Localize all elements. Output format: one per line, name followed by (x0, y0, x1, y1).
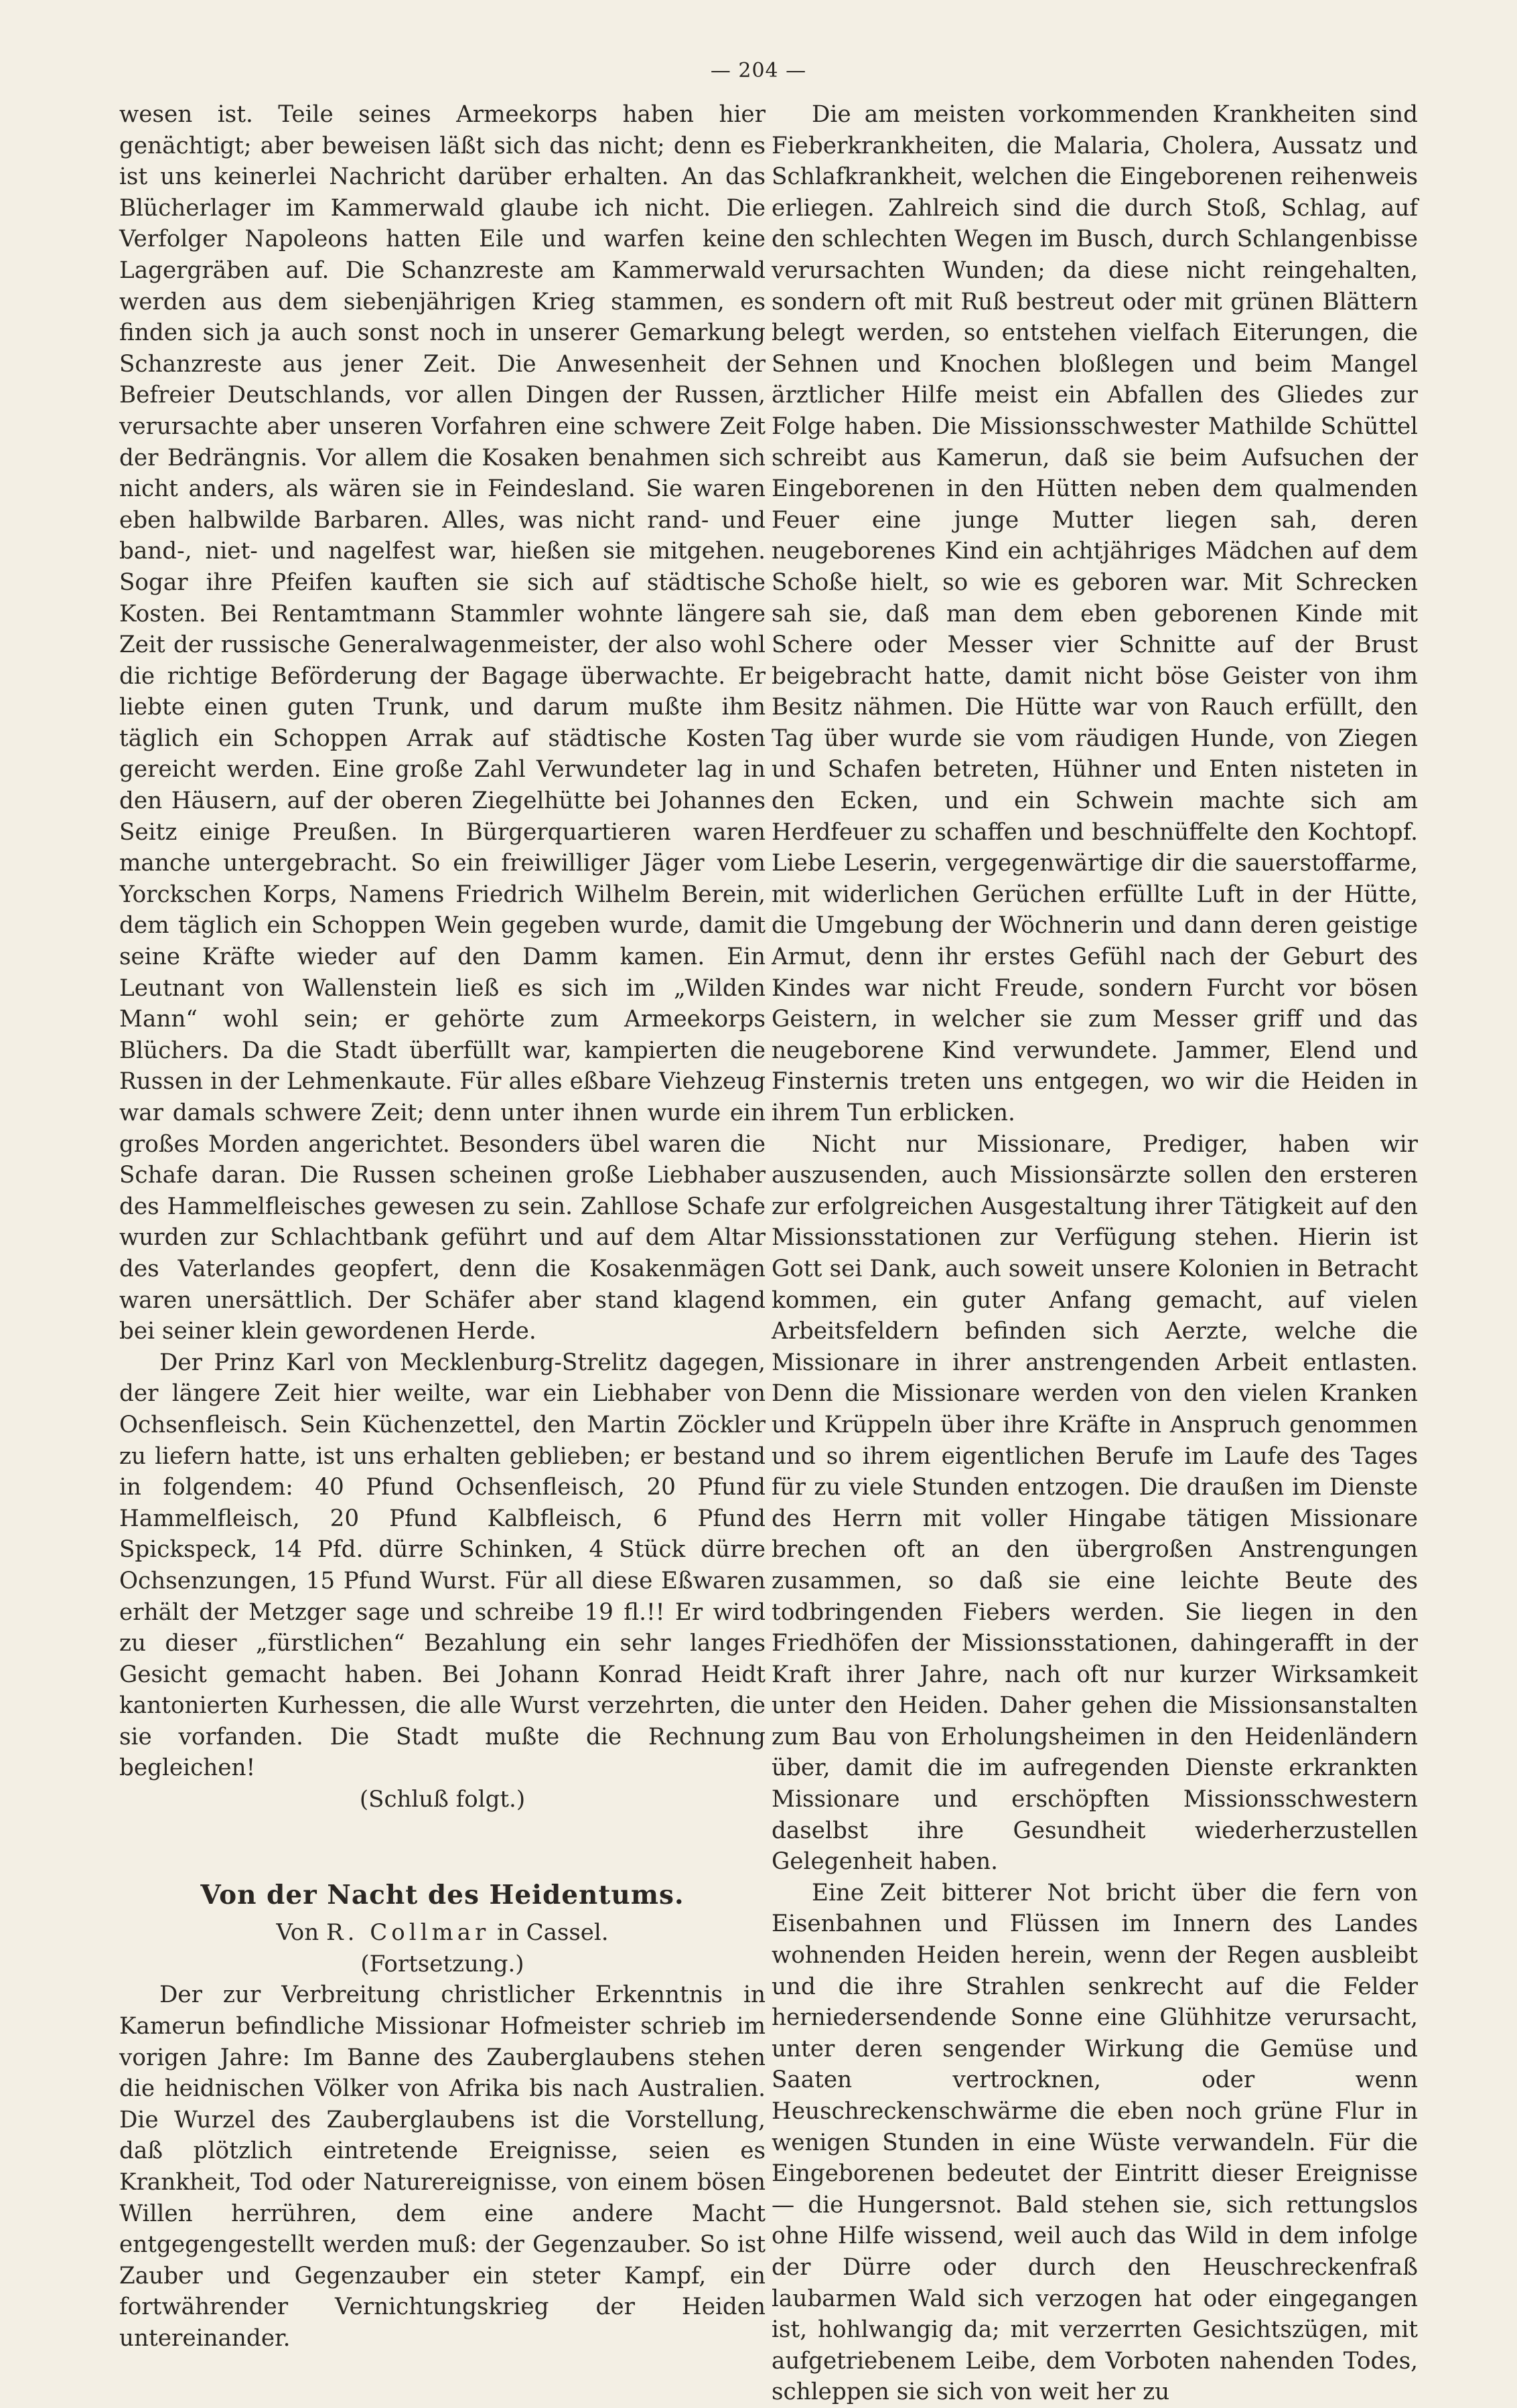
byline-prefix: Von (276, 1919, 319, 1947)
paragraph: Die am meisten vorkommenden Krankheiten sind Fieberkrankheiten, die Malaria, Cholera, Aussatz und Schlafkrankheit, welchen die Eingeborenen reihenweis erliegen. Zahlreich sind die durch Stoß, Schlag, auf den schlechten Wegen im Busch, durch Schlangenbisse verursachten Wunden; da diese nicht reingehalten, sondern oft mit Ruß bestreut oder mit grünen Blättern belegt werden, so entstehen vielfach Eiterungen, die Sehnen und Knochen bloßlegen und beim Mangel ärztlicher Hilfe meist ein Abfallen des Gliedes zur Folge haben. Die Missionsschwester Mathilde Schüttel schreibt aus Kamerun, daß sie beim Aufsuchen der Eingeborenen in den Hütten neben dem qualmenden Feuer eine junge Mutter liegen sah, deren neugeborenes Kind ein achtjähriges Mädchen auf dem Schoße hielt, so wie es geboren war. Mit Schrecken sah sie, daß man dem eben geborenen Kinde mit Schere oder Messer vier Schnitte auf der Brust beigebracht hatte, damit nicht böse Geister von ihm Besitz nähmen. Die Hütte war von Rauch erfüllt, den Tag über wurde sie vom räudigen Hunde, von Ziegen und Schafen betreten, Hühner und Enten nisteten in den Ecken, und ein Schwein machte sich am Herdfeuer zu schaffen und beschnüffelte den Kochtopf. Liebe Leserin, vergegenwärtige dir die sauerstoffarme, mit widerlichen Gerüchen erfüllte Luft in der Hütte, die Umgebung der Wöchnerin und dann deren geistige Armut, denn ihr erstes Gefühl nach der Geburt des Kindes war nicht Freude, sondern Furcht vor bösen Geistern, in welcher sie zum Messer griff und das neugeborene Kind verwundete. Jammer, Elend und Finsternis treten uns entgegen, wo wir die Heiden in ihrem Tun erblicken. (772, 101, 1418, 1126)
author-name: R. Collmar (326, 1919, 490, 1947)
page-number: — 204 — (710, 59, 807, 82)
article-title: Von der Nacht des Heidentums. (200, 1879, 684, 1910)
paragraph: Der Prinz Karl von Mecklenburg-Strelitz dagegen, der längere Zeit hier weilte, war ein Liebhaber von Ochsenfleisch. Sein Küchenzettel, den Martin Zöckler zu liefern hatte, ist uns erhalten geblieben; er bestand in folgendem: 40 Pfund Ochsenfleisch, 20 Pfund Hammelfleisch, 20 Pfund Kalbfleisch, 6 Pfund Spickspeck, 14 Pfd. dürre Schinken, 4 Stück dürre Ochsenzungen, 15 Pfund Wurst. Für all diese Eßwaren erhält der Metzger sage und schreibe 19 fl.!! Er wird zu dieser „fürstlichen“ Bezahlung ein sehr langes Gesicht gemacht haben. Bei Johann Konrad Heidt kantonierten Kurhessen, die alle Wurst verzehrten, die sie vorfanden. Die Stadt mußte die Rechnung begleichen! (119, 1349, 766, 1782)
continuation-note: (Fortsetzung.) (360, 1950, 524, 1977)
article-byline (119, 1917, 766, 1949)
right-column (772, 99, 1418, 2408)
paragraph: Eine Zeit bitterer Not bricht über die fern von Eisenbahnen und Flüssen im Innern des Landes wohnenden Heiden herein, wenn der Regen ausbleibt und die ihre Strahlen senkrecht auf die Felder herniedersendende Sonne eine Glühhitze verursacht, unter deren sengender Wirkung die Gemüse und Saaten vertrocknen, oder wenn Heuschreckenschwärme die eben noch grüne Flur in wenigen Stunden in eine Wüste verwandeln. Für die Eingeborenen bedeutet der Eintritt dieser Ereignisse — die Hungersnot. Bald stehen sie, sich rettungslos ohne Hilfe wissend, weil auch das Wild in dem infolge der Dürre oder durch den Heuschreckenfraß laubarmen Wald sich verzogen hat oder eingegangen ist, hohlwangig da; mit verzerrten Gesichtszügen, mit aufgetriebenem Leibe, dem Vorboten nahenden Todes, schleppen sie sich von weit her zu (772, 1879, 1418, 2406)
paragraph: Nicht nur Missionare, Prediger, haben wir auszusenden, auch Missionsärzte sollen den ersteren zur erfolgreichen Ausgestaltung ihrer Tätigkeit auf den Missionsstationen zur Verfügung stehen. Hierin ist Gott sei Dank, auch soweit unsere Kolonien in Betracht kommen, ein guter Anfang gemacht, auf vielen Arbeitsfeldern befinden sich Aerzte, welche die Missionare in ihrer anstrengenden Arbeit entlasten. Denn die Missionare werden von den vielen Kranken und Krüppeln über ihre Kräfte in Anspruch genommen und so ihrem eigentlichen Berufe im Laufe des Tages für zu viele Stunden entzogen. Die draußen im Dienste des Herrn mit voller Hingabe tätigen Missionare brechen oft an den übergroßen Anstrengungen zusammen, so daß sie eine leichte Beute des todbringenden Fiebers werden. Sie liegen in den Friedhöfen der Missionsstationen, dahingerafft in der Kraft ihrer Jahre, nach oft nur kurzer Wirksamkeit unter den Heiden. Daher gehen die Missionsanstalten zum Bau von Erholungsheimen in den Heidenländern über, damit die im aufregenden Dienste erkrankten Missionare und erschöpften Missionsschwestern daselbst ihre Gesundheit wiederherzustellen Gelegenheit haben. (772, 1130, 1418, 1876)
to-be-continued-note: (Schluß folgt.) (359, 1786, 526, 1813)
left-column (119, 99, 766, 2354)
paragraph: wesen ist. Teile seines Armeekorps haben hier genächtigt; aber beweisen läßt sich das nicht; denn es ist uns keinerlei Nachricht darüber erhalten. An das Blücherlager im Kammerwald glaube ich nicht. Die Verfolger Napoleons hatten Eile und warfen keine Lagergräben auf. Die Schanzreste am Kammerwald werden aus dem siebenjährigen Krieg stammen, es finden sich ja auch sonst noch in unserer Gemarkung Schanzreste aus jener Zeit. Die Anwesenheit der Befreier Deutschlands, vor allen Dingen der Russen, verursachte aber unseren Vorfahren eine schwere Zeit der Bedrängnis. Vor allem die Kosaken benahmen sich nicht anders, als wären sie in Feindesland. Sie waren eben halbwilde Barbaren. Alles, was nicht rand- und band-, niet- und nagelfest war, hießen sie mitgehen. Sogar ihre Pfeifen kauften sie sich auf städtische Kosten. Bei Rentamtmann Stammler wohnte längere Zeit der russische Generalwagenmeister, der also wohl die richtige Beförderung der Bagage überwachte. Er liebte einen guten Trunk, und darum mußte ihm täglich ein Schoppen Arrak auf städtische Kosten gereicht werden. Eine große Zahl Verwundeter lag in den Häusern, auf der oberen Ziegelhütte bei Johannes Seitz einige Preußen. In Bürgerquartieren waren manche untergebracht. So ein freiwilliger Jäger vom Yorckschen Korps, Namens Friedrich Wilhelm Berein, dem täglich ein Schoppen Wein gegeben wurde, damit seine Kräfte wieder auf den Damm kamen. Ein Leutnant von Wallenstein ließ es sich im „Wilden Mann“ wohl sein; er gehörte zum Armeekorps Blüchers. Da die Stadt überfüllt war, kampierten die Russen in der Lehmenkaute. Für alles eßbare Viehzeug war damals schwere Zeit; denn unter ihnen wurde ein großes Morden angerichtet. Besonders übel waren die Schafe daran. Die Russen scheinen große Liebhaber des Hammelfleisches gewesen zu sein. Zahllose Schafe wurden zur Schlachtbank geführt und auf dem Altar des Vaterlandes geopfert, denn die Kosakenmägen waren unersättlich. Der Schäfer aber stand klagend bei seiner klein gewordenen Herde. (119, 101, 766, 1345)
byline-location: in Cassel. (497, 1919, 609, 1947)
paragraph: Der zur Verbreitung christlicher Erkenntnis in Kamerun befindliche Missionar Hofmeister schrieb im vorigen Jahre: Im Banne des Zauberglaubens stehen die heidnischen Völker von Afrika bis nach Australien. Die Wurzel des Zauberglaubens ist die Vorstellung, daß plötzlich eintretende Ereignisse, seien es Krankheit, Tod oder Naturereignisse, von einem bösen Willen herrühren, dem eine andere Macht entgegengestellt werden muß: der Gegenzauber. So ist Zauber und Gegenzauber ein steter Kampf, ein fortwährender Vernichtungskrieg der Heiden untereinander. (119, 1981, 766, 2352)
